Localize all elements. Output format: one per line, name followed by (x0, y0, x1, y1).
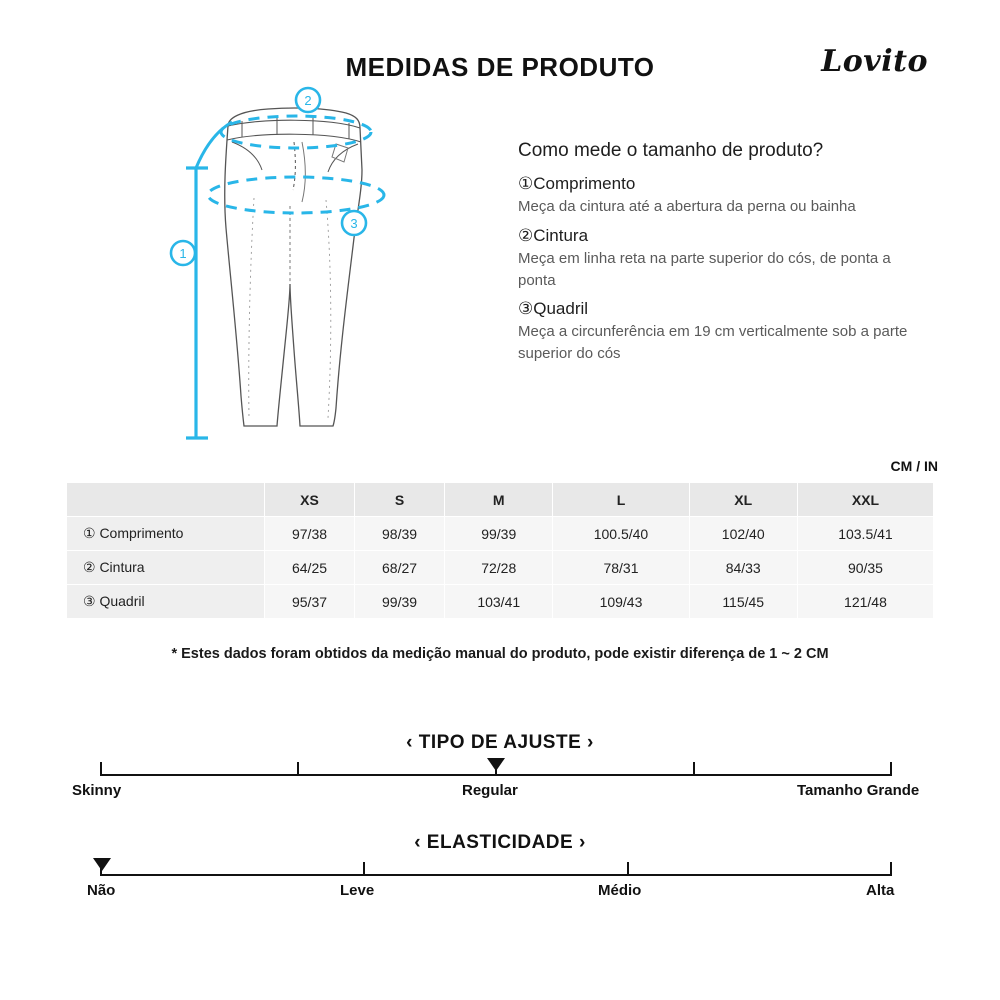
measurement-note: * Estes dados foram obtidos da medição manual do produto, pode existir diferença de 1 ~ 2 CM (171, 646, 829, 662)
fit-scale (72, 758, 920, 799)
stretch-scale-tick-leve (363, 862, 365, 876)
marker-hip: 3 (350, 216, 358, 231)
stretch-scale (87, 858, 895, 899)
measure-item-hip-title: ③Quadril (518, 299, 589, 319)
stretch-scale-axis (100, 874, 892, 876)
brand-logo: Lovito (821, 44, 928, 79)
row-label-length: ① Comprimento (67, 517, 265, 551)
table-row (67, 585, 934, 619)
fit-scale-label-large: Tamanho Grande (797, 782, 920, 799)
table-row (67, 551, 934, 585)
how-to-measure-section (518, 140, 918, 365)
cell-waist-xxl: 90/35 (797, 551, 933, 585)
cell-length-xs: 97/38 (265, 517, 355, 551)
cell-hip-xxl: 121/48 (797, 585, 933, 619)
cell-hip-xs: 95/37 (265, 585, 355, 619)
fit-scale-tick-skinny (100, 762, 102, 776)
cell-waist-xl: 84/33 (689, 551, 797, 585)
cell-length-s: 98/39 (355, 517, 445, 551)
fit-scale-tick-mid2 (693, 762, 695, 776)
stretch-scale-tick-alta (890, 862, 892, 876)
stretch-scale-label-medio: Médio (598, 882, 642, 899)
table-col-xxl: XXL (797, 483, 933, 517)
row-label-waist: ② Cintura (67, 551, 265, 585)
measure-item-waist-title: ②Cintura (518, 225, 589, 245)
measure-item-length-title: ①Comprimento (518, 174, 636, 193)
fit-scale-tick-mid1 (297, 762, 299, 776)
cell-length-m: 99/39 (445, 517, 553, 551)
fit-scale-marker (487, 758, 505, 771)
fit-scale-label-skinny: Skinny (72, 782, 122, 799)
cell-length-xl: 102/40 (689, 517, 797, 551)
how-to-measure-heading: Como mede o tamanho de produto? (518, 140, 824, 161)
table-col-s: S (355, 483, 445, 517)
table-corner-cell (67, 483, 265, 517)
stretch-scale-label-leve: Leve (340, 882, 375, 899)
cell-waist-s: 68/27 (355, 551, 445, 585)
measure-item-length-desc: Meça da cintura até a abertura da perna ou bainha (518, 198, 856, 215)
cell-hip-m: 103/41 (445, 585, 553, 619)
table-col-m: M (445, 483, 553, 517)
cell-length-l: 100.5/40 (553, 517, 689, 551)
page-title: MEDIDAS DE PRODUTO (345, 52, 655, 82)
cell-hip-s: 99/39 (355, 585, 445, 619)
cell-waist-m: 72/28 (445, 551, 553, 585)
marker-waist: 2 (304, 93, 312, 108)
fit-scale-label-regular: Regular (462, 782, 518, 799)
table-col-xs: XS (265, 483, 355, 517)
measure-item-waist-desc: Meça em linha reta na parte superior do cós, de ponta a ponta (518, 249, 891, 289)
stretch-scale-title: ‹ ELASTICIDADE › (414, 832, 586, 853)
cell-hip-l: 109/43 (553, 585, 689, 619)
cell-length-xxl: 103.5/41 (797, 517, 933, 551)
cell-waist-xs: 64/25 (265, 551, 355, 585)
units-label: CM / IN (890, 458, 938, 474)
jeans-measurement-diagram (150, 78, 480, 448)
table-col-xl: XL (689, 483, 797, 517)
stretch-scale-label-nao: Não (87, 882, 116, 899)
table-row (67, 517, 934, 551)
stretch-scale-marker (93, 858, 111, 871)
measure-item-hip-desc: Meça a circunferência em 19 cm verticalmente sob a parte superior do cós (518, 323, 908, 362)
cell-waist-l: 78/31 (553, 551, 689, 585)
fit-scale-title: ‹ TIPO DE AJUSTE › (406, 732, 594, 753)
cell-hip-xl: 115/45 (689, 585, 797, 619)
stretch-scale-label-alta: Alta (866, 882, 895, 899)
size-chart-table (66, 482, 934, 619)
marker-length: 1 (179, 246, 187, 261)
row-label-hip: ③ Quadril (67, 585, 265, 619)
stretch-scale-tick-medio (627, 862, 629, 876)
fit-scale-tick-large (890, 762, 892, 776)
table-col-l: L (553, 483, 689, 517)
table-header-row (67, 483, 934, 517)
